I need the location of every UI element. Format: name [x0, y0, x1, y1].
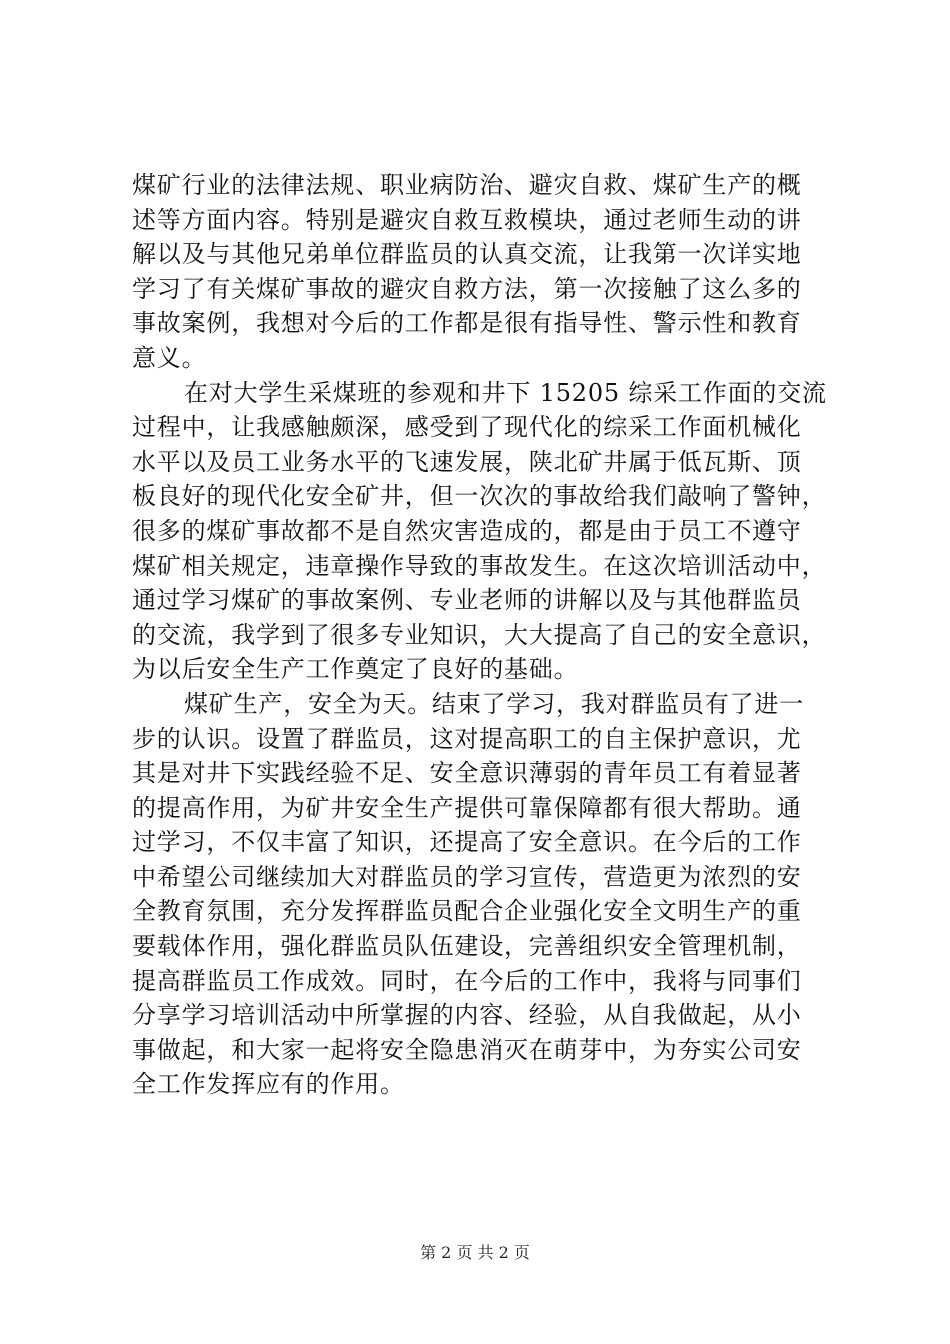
body-text	[132, 168, 832, 1102]
text-line: 步的认识。设置了群监员，这对提高职工的自主保护意识，尤	[132, 724, 802, 753]
text-line: 要载体作用，强化群监员队伍建设，完善组织安全管理机制，	[132, 932, 802, 961]
text-line: 很多的煤矿事故都不是自然灾害造成的，都是由于员工不遵守	[132, 516, 802, 545]
page-number: 第 2 页 共 2 页	[420, 1243, 530, 1262]
paragraph-start-line: 在对大学生采煤班的参观和井下 15205 综采工作面的交流	[184, 378, 827, 407]
page-footer	[0, 1243, 950, 1263]
text-line: 全工作发挥应有的作用。	[132, 1070, 405, 1099]
text-line: 水平以及员工业务水平的飞速发展，陕北矿井属于低瓦斯、顶	[132, 447, 802, 476]
text-line: 煤矿相关规定，违章操作导致的事故发生。在这次培训活动中，	[132, 551, 827, 580]
text-line: 解以及与其他兄弟单位群监员的认真交流，让我第一次详实地	[132, 240, 802, 269]
text-line: 煤矿行业的法律法规、职业病防治、避灾自救、煤矿生产的概	[132, 171, 802, 199]
paragraph-start-line: 煤矿生产，安全为天。结束了学习，我对群监员有了进一	[184, 689, 804, 718]
text-line: 分享学习培训活动中所掌握的内容、经验，从自我做起，从小	[132, 1001, 802, 1030]
text-line: 全教育氛围，充分发挥群监员配合企业强化安全文明生产的重	[132, 897, 802, 926]
text-line: 意义。	[132, 343, 207, 372]
text-line: 事故案例，我想对今后的工作都是很有指导性、警示性和教育	[132, 309, 802, 338]
text-line: 的提高作用，为矿井安全生产提供可靠保障都有很大帮助。通	[132, 793, 802, 822]
text-line: 述等方面内容。特别是避灾自救互救模块，通过老师生动的讲	[132, 205, 802, 234]
text-line: 板良好的现代化安全矿井，但一次次的事故给我们敲响了警钟，	[132, 482, 827, 511]
text-line: 事做起，和大家一起将安全隐患消灭在萌芽中，为夯实公司安	[132, 1035, 802, 1064]
text-line: 的交流，我学到了很多专业知识，大大提高了自己的安全意识，	[132, 620, 827, 649]
text-line: 为以后安全生产工作奠定了良好的基础。	[132, 655, 579, 684]
text-line: 过学习，不仅丰富了知识，还提高了安全意识。在今后的工作	[132, 828, 802, 857]
text-line: 提高群监员工作成效。同时，在今后的工作中，我将与同事们	[132, 966, 802, 995]
text-line: 学习了有关煤矿事故的避灾自救方法，第一次接触了这么多的	[132, 274, 802, 303]
text-line: 过程中，让我感触颇深，感受到了现代化的综采工作面机械化	[132, 413, 802, 442]
text-line: 其是对井下实践经验不足、安全意识薄弱的青年员工有着显著	[132, 759, 802, 788]
text-line: 通过学习煤矿的事故案例、专业老师的讲解以及与其他群监员	[132, 586, 802, 615]
text-line: 中希望公司继续加大对群监员的学习宣传，营造更为浓烈的安	[132, 862, 802, 891]
